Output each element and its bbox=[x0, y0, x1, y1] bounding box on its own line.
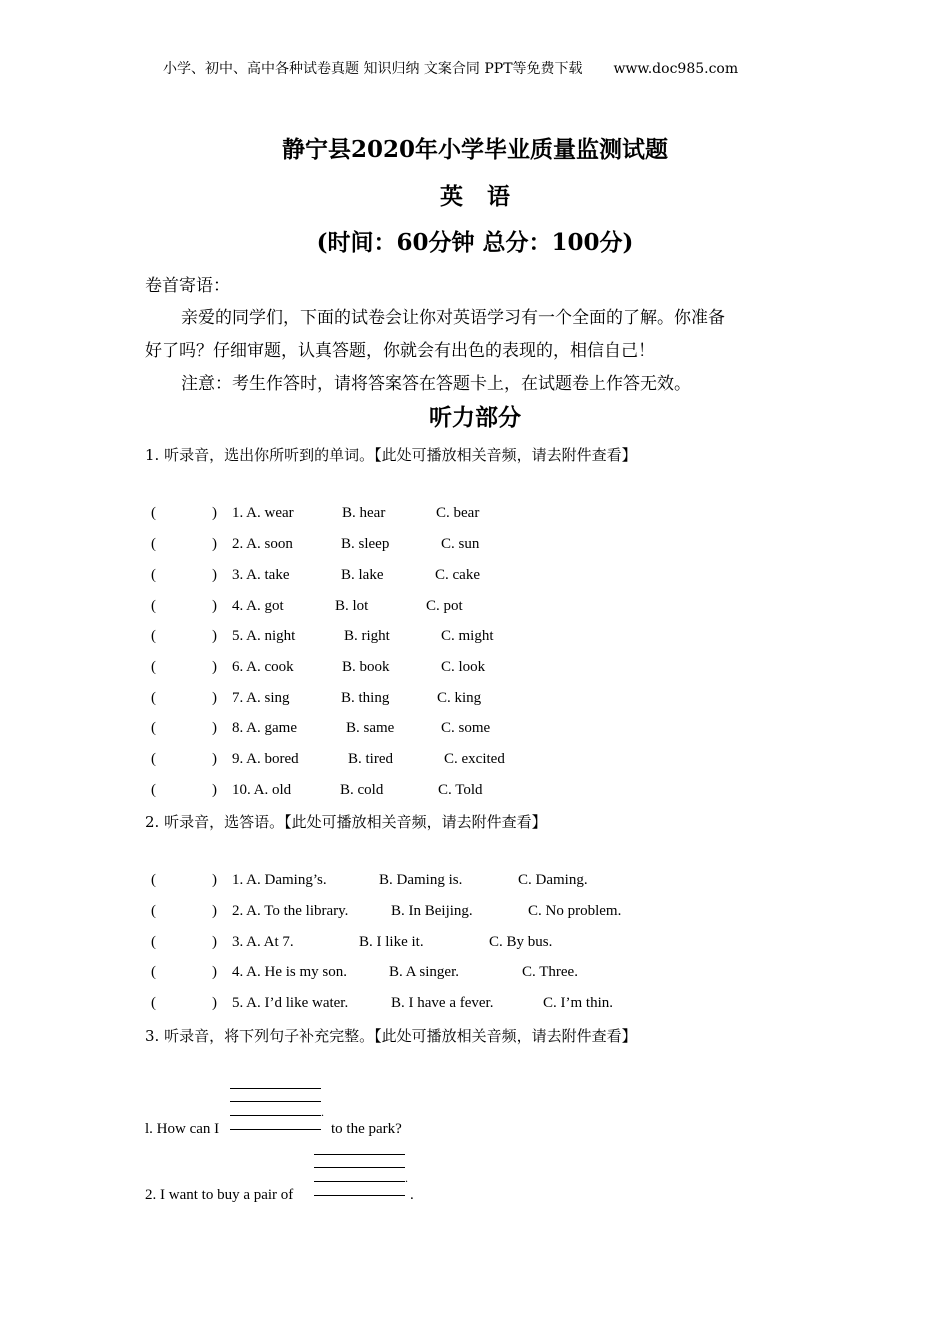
paren-open: ( bbox=[151, 598, 156, 614]
option-b: B. hear bbox=[342, 505, 386, 521]
option-a: 2. A. To the library. bbox=[232, 903, 349, 919]
sentence-2-start: 2. I want to buy a pair of bbox=[145, 1187, 294, 1203]
sentence-2-end: . bbox=[410, 1187, 414, 1203]
exam-meta: (时间：60分钟 总分：100分) bbox=[316, 229, 634, 256]
intro-para-line2: 好了吗？仔细审题，认真答题，你就会有出色的表现的，相信自己！ bbox=[145, 341, 655, 361]
option-a: 6. A. cook bbox=[232, 659, 294, 675]
option-c: C. bear bbox=[436, 505, 480, 521]
paren-close: ) bbox=[212, 782, 217, 798]
option-b: B. lot bbox=[335, 598, 369, 614]
header-url: www.doc985.com bbox=[613, 61, 739, 77]
paren-close: ) bbox=[212, 690, 217, 706]
option-a: 5. A. I’d like water. bbox=[232, 995, 349, 1011]
q1-heading: 1. 听录音，选出你所听到的单词。【此处可播放相关音频，请去附件查看】 bbox=[145, 446, 637, 464]
section-title-listening: 听力部分 bbox=[429, 404, 521, 431]
option-c: C. By bus. bbox=[489, 934, 553, 950]
option-a: 3. A. At 7. bbox=[232, 934, 294, 950]
option-c: C. pot bbox=[426, 598, 463, 614]
option-a: 4. A. He is my son. bbox=[232, 964, 348, 980]
header-text: 小学、初中、高中各种试卷真题 知识归纳 文案合同 PPT等免费下载 bbox=[163, 61, 583, 77]
option-b: B. sleep bbox=[341, 536, 390, 552]
paren-open: ( bbox=[151, 903, 156, 919]
option-c: C. No problem. bbox=[528, 903, 622, 919]
page-header bbox=[163, 58, 738, 78]
paren-close: ) bbox=[212, 505, 217, 521]
blank-line bbox=[230, 1115, 321, 1116]
paren-open: ( bbox=[151, 995, 156, 1011]
blank-line bbox=[230, 1101, 321, 1102]
paren-open: ( bbox=[151, 567, 156, 583]
option-c: C. Three. bbox=[522, 964, 578, 980]
option-c: C. excited bbox=[444, 751, 505, 767]
blank-period: . bbox=[405, 1171, 408, 1185]
option-c: C. Told bbox=[438, 782, 483, 798]
paren-open: ( bbox=[151, 720, 156, 736]
exam-title: 静宁县2020年小学毕业质量监测试题 bbox=[281, 136, 668, 163]
blank-line bbox=[314, 1154, 405, 1155]
paren-close: ) bbox=[212, 598, 217, 614]
paren-close: ) bbox=[212, 872, 217, 888]
paren-open: ( bbox=[151, 872, 156, 888]
option-c: C. sun bbox=[441, 536, 480, 552]
paren-open: ( bbox=[151, 934, 156, 950]
option-b: B. A singer. bbox=[389, 964, 460, 980]
paren-close: ) bbox=[212, 567, 217, 583]
paren-close: ) bbox=[212, 995, 217, 1011]
option-b: B. I like it. bbox=[359, 934, 424, 950]
answer-blank[interactable] bbox=[314, 1195, 405, 1196]
intro-para-line1: 亲爱的同学们，下面的试卷会让你对英语学习有一个全面的了解。你准备 bbox=[181, 308, 725, 328]
intro-note: 注意：考生作答时，请将答案答在答题卡上，在试题卷上作答无效。 bbox=[181, 374, 691, 394]
option-b: B. Daming is. bbox=[379, 872, 463, 888]
option-a: 3. A. take bbox=[232, 567, 290, 583]
option-b: B. thing bbox=[341, 690, 390, 706]
answer-blank[interactable] bbox=[230, 1129, 321, 1130]
q3-heading: 3. 听录音，将下列句子补充完整。【此处可播放相关音频，请去附件查看】 bbox=[145, 1027, 637, 1045]
paren-open: ( bbox=[151, 782, 156, 798]
paren-close: ) bbox=[212, 751, 217, 767]
option-a: 1. A. wear bbox=[232, 505, 294, 521]
option-b: B. right bbox=[344, 628, 390, 644]
option-c: C. might bbox=[441, 628, 494, 644]
option-c: C. cake bbox=[435, 567, 480, 583]
blank-line bbox=[314, 1167, 405, 1168]
paren-close: ) bbox=[212, 720, 217, 736]
option-c: C. look bbox=[441, 659, 486, 675]
paren-close: ) bbox=[212, 964, 217, 980]
intro-label: 卷首寄语： bbox=[145, 276, 230, 296]
option-c: C. Daming. bbox=[518, 872, 588, 888]
option-c: C. some bbox=[441, 720, 491, 736]
paren-open: ( bbox=[151, 964, 156, 980]
paren-open: ( bbox=[151, 536, 156, 552]
blank-period: . bbox=[321, 1105, 324, 1119]
option-c: C. king bbox=[437, 690, 482, 706]
option-a: 9. A. bored bbox=[232, 751, 299, 767]
option-a: 4. A. got bbox=[232, 598, 284, 614]
option-b: B. cold bbox=[340, 782, 384, 798]
paren-close: ) bbox=[212, 934, 217, 950]
paren-open: ( bbox=[151, 505, 156, 521]
paren-close: ) bbox=[212, 659, 217, 675]
blank-line bbox=[314, 1181, 405, 1182]
q2-heading: 2. 听录音，选答语。【此处可播放相关音频，请去附件查看】 bbox=[145, 813, 547, 831]
option-b: B. tired bbox=[348, 751, 393, 767]
sentence-1-start: l. How can I bbox=[145, 1121, 220, 1137]
option-a: 5. A. night bbox=[232, 628, 296, 644]
option-a: 1. A. Daming’s. bbox=[232, 872, 327, 888]
paren-close: ) bbox=[212, 536, 217, 552]
paren-close: ) bbox=[212, 628, 217, 644]
sentence-1-end: to the park? bbox=[331, 1121, 402, 1137]
option-a: 10. A. old bbox=[232, 782, 292, 798]
paren-open: ( bbox=[151, 659, 156, 675]
option-a: 2. A. soon bbox=[232, 536, 293, 552]
paren-open: ( bbox=[151, 628, 156, 644]
option-b: B. In Beijing. bbox=[391, 903, 473, 919]
exam-subject: 英语 bbox=[440, 183, 534, 210]
option-b: B. lake bbox=[341, 567, 384, 583]
option-c: C. I’m thin. bbox=[543, 995, 613, 1011]
option-b: B. same bbox=[346, 720, 395, 736]
option-a: 8. A. game bbox=[232, 720, 297, 736]
option-a: 7. A. sing bbox=[232, 690, 290, 706]
option-b: B. book bbox=[342, 659, 390, 675]
paren-open: ( bbox=[151, 751, 156, 767]
blank-line bbox=[230, 1088, 321, 1089]
option-b: B. I have a fever. bbox=[391, 995, 494, 1011]
paren-close: ) bbox=[212, 903, 217, 919]
paren-open: ( bbox=[151, 690, 156, 706]
